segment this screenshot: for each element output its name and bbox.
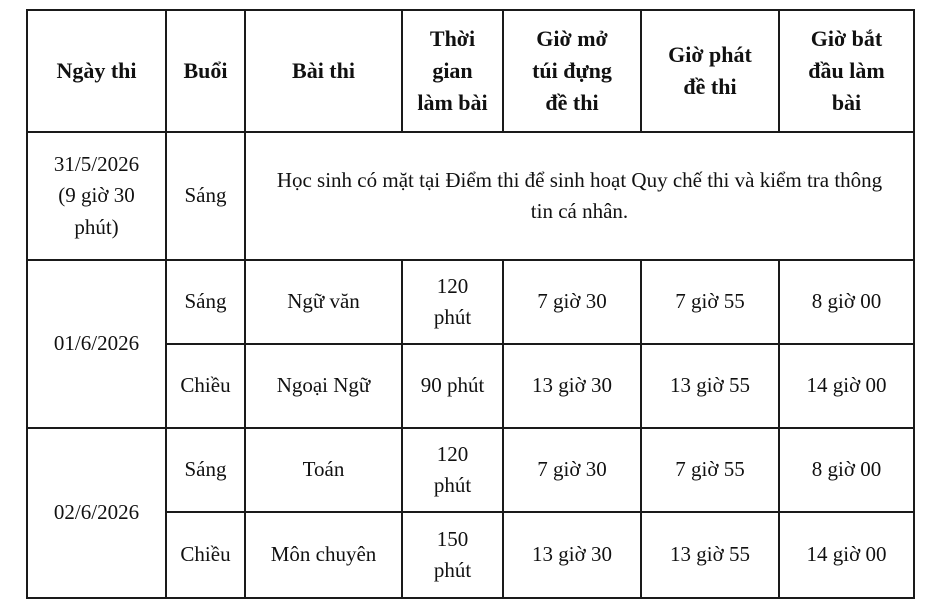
header-subject: Bài thi (245, 10, 402, 132)
open-bag-time-cell: 13 giờ 30 (503, 512, 641, 598)
exam-schedule-table (26, 9, 915, 599)
distribute-time-cell: 13 giờ 55 (641, 512, 779, 598)
open-bag-time-cell: 7 giờ 30 (503, 428, 641, 512)
header-session: Buổi (166, 10, 245, 132)
distribute-time-cell: 7 giờ 55 (641, 260, 779, 344)
table-row (27, 428, 914, 512)
header-start-time: Giờ bắt đầu làm bài (779, 10, 914, 132)
header-row (27, 10, 914, 132)
duration-cell: 90 phút (402, 344, 503, 428)
header-distribute-time: Giờ phát đề thi (641, 10, 779, 132)
distribute-time-cell: 13 giờ 55 (641, 344, 779, 428)
date-cell: 02/6/2026 (27, 428, 166, 598)
duration-cell: 120 phút (402, 260, 503, 344)
subject-cell: Môn chuyên (245, 512, 402, 598)
duration-cell: 120 phút (402, 428, 503, 512)
table-row (27, 260, 914, 344)
orientation-note: Học sinh có mặt tại Điểm thi để sinh hoạt Quy chế thi và kiểm tra thông tin cá nhân. (245, 132, 914, 260)
session-cell: Chiều (166, 512, 245, 598)
start-time-cell: 14 giờ 00 (779, 344, 914, 428)
start-time-cell: 8 giờ 00 (779, 428, 914, 512)
header-duration: Thời gian làm bài (402, 10, 503, 132)
distribute-time-cell: 7 giờ 55 (641, 428, 779, 512)
duration-cell: 150 phút (402, 512, 503, 598)
header-date: Ngày thi (27, 10, 166, 132)
session-cell: Chiều (166, 344, 245, 428)
header-open-bag-time: Giờ mở túi đựng đề thi (503, 10, 641, 132)
subject-cell: Ngữ văn (245, 260, 402, 344)
open-bag-time-cell: 13 giờ 30 (503, 344, 641, 428)
date-cell: 01/6/2026 (27, 260, 166, 428)
session-cell: Sáng (166, 260, 245, 344)
session-cell: Sáng (166, 428, 245, 512)
start-time-cell: 8 giờ 00 (779, 260, 914, 344)
session-cell: Sáng (166, 132, 245, 260)
start-time-cell: 14 giờ 00 (779, 512, 914, 598)
open-bag-time-cell: 7 giờ 30 (503, 260, 641, 344)
table-row (27, 132, 914, 260)
date-cell: 31/5/2026 (9 giờ 30 phút) (27, 132, 166, 260)
subject-cell: Toán (245, 428, 402, 512)
subject-cell: Ngoại Ngữ (245, 344, 402, 428)
